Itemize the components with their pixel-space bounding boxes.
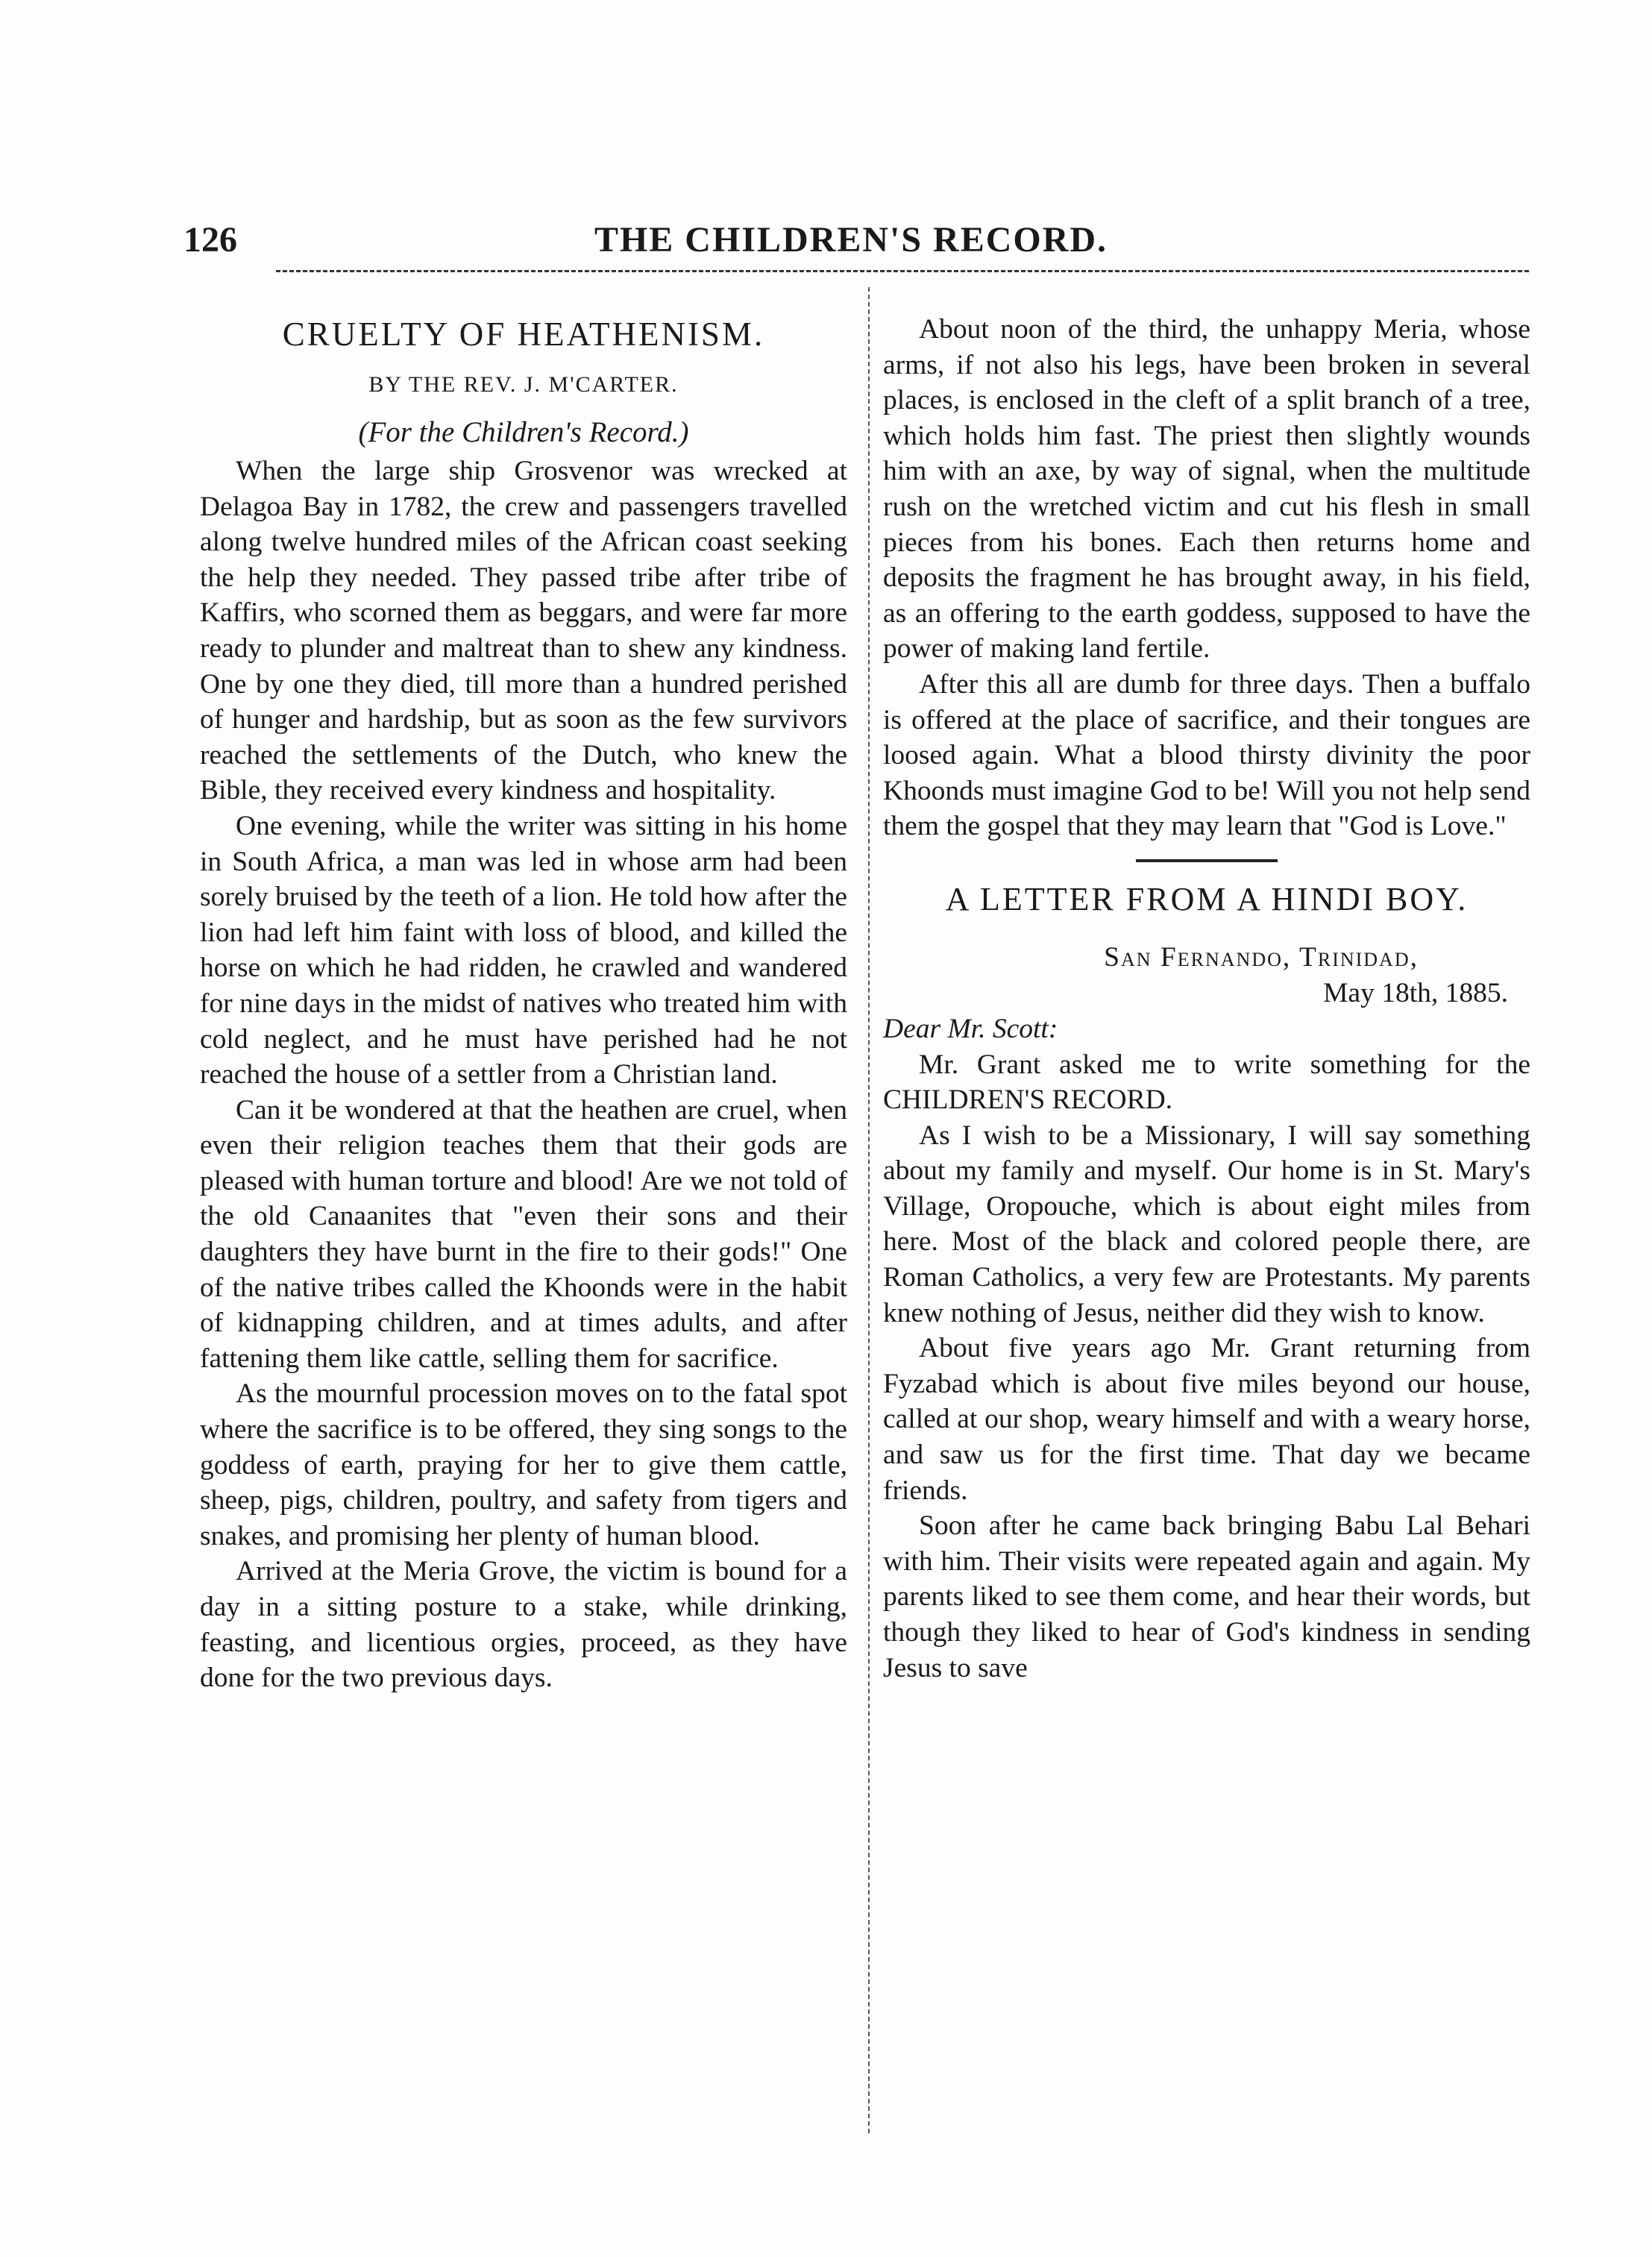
- article-paragraph: About noon of the third, the unhappy Meria, whose arms, if not also his legs, have been broken in several places, is enclosed in the cleft of a split branch of a tree, which holds him fast. The priest then slightly wounds him with an axe, by way of signal, when the multitude rush on the wretched victim and cut his flesh in small pieces from his bones. Each then returns home and deposits the fragment he has brought away, in his field, as an offering to the earth goddess, supposed to have the power of making land fertile.: [883, 314, 1530, 665]
- article-paragraph: Can it be wondered at that the heathen are cruel, when even their religion teaches them that their gods are pleased with human torture and blood! Are we not told of the old Canaanites that "even their sons and their daughters they have burnt in the fire to their gods!" One of the native tribes called the Khoonds were in the habit of kidnapping children, and at times adults, and after fattening them like cattle, selling them for sacrifice.: [200, 1094, 847, 1374]
- article-paragraph: Arrived at the Meria Grove, the victim is bound for a day in a sitting posture to a stake, while drinking, feasting, and licentious orgies, proceed, as they have done for the two previous days.: [200, 1556, 847, 1694]
- header-rule: [276, 270, 1529, 272]
- left-column: [200, 312, 847, 1696]
- letter-place: San Fernando, Trinidad,: [1104, 941, 1419, 973]
- article-paragraph: As the mournful procession moves on to the fatal spot where the sacrifice is to be offered, they sing songs to the goddess of earth, praying for her to give them cattle, sheep, pigs, children, poultry, and safety from tigers and snakes, and promising her plenty of human blood.: [200, 1378, 847, 1551]
- letter-date: May 18th, 1885.: [1323, 977, 1508, 1008]
- right-column: [883, 312, 1530, 1686]
- letter-title: A LETTER FROM A HINDI BOY.: [945, 880, 1469, 917]
- page-header: [183, 219, 1518, 271]
- article-title: CRUELTY OF HEATHENISM.: [282, 316, 765, 353]
- section-separator: [1136, 859, 1278, 862]
- column-divider: [868, 287, 870, 2133]
- letter-salutation: Dear Mr. Scott:: [883, 1013, 1058, 1044]
- article-paragraph: When the large ship Grosvenor was wrecked at Delagoa Bay in 1782, the crew and passengers travelled along twelve hundred miles of the African coast seeking the help they needed. They passed tribe after tribe of Kaffirs, who scorned them as beggars, and were far more ready to plunder and maltreat than to shew any kindness. One by one they died, till more than a hundred perished of hunger and hardship, but as soon as the few survivors reached the settlements of the Dutch, who knew the Bible, they received every kindness and hospitality.: [200, 456, 847, 806]
- page-number: 126: [183, 220, 237, 260]
- letter-paragraph: Mr. Grant asked me to write something for the CHILDREN'S RECORD.: [883, 1049, 1530, 1116]
- article-subtitle: (For the Children's Record.): [358, 416, 689, 448]
- letter-paragraph: About five years ago Mr. Grant returning from Fyzabad which is about five miles beyond our house, called at our shop, weary himself and with a weary horse, and saw us for the first time. That day we became friends.: [883, 1333, 1530, 1506]
- article-paragraph: After this all are dumb for three days. Then a buffalo is offered at the place of sacrifice, and their tongues are loosed again. What a blood thirsty divinity the poor Khoonds must imagine God to be! Will you not help send them the gospel that they may learn that "God is Love.": [883, 668, 1530, 842]
- letter-paragraph: Soon after he came back bringing Babu Lal Behari with him. Their visits were repeated again and again. My parents liked to see them come, and hear their words, but though they liked to hear of God's kindness in sending Jesus to save: [883, 1510, 1530, 1683]
- running-title: THE CHILDREN'S RECORD.: [594, 220, 1108, 260]
- article-paragraph: One evening, while the writer was sitting in his home in South Africa, a man was led in whose arm had been sorely bruised by the teeth of a lion. He told how after the lion had left him faint with loss of blood, and killed the horse on which he had ridden, he crawled and wandered for nine days in the midst of natives who treated him with cold neglect, and he must have perished had he not reached the house of a settler from a Christian land.: [200, 810, 847, 1090]
- article-byline: BY THE REV. J. M'CARTER.: [368, 372, 679, 397]
- letter-paragraph: As I wish to be a Missionary, I will say something about my family and myself. Our home is in St. Mary's Village, Oropouche, which is about eight miles from here. Most of the black and colored people there, are Roman Catholics, a very few are Protestants. My parents knew nothing of Jesus, neither did they wish to know.: [883, 1120, 1530, 1328]
